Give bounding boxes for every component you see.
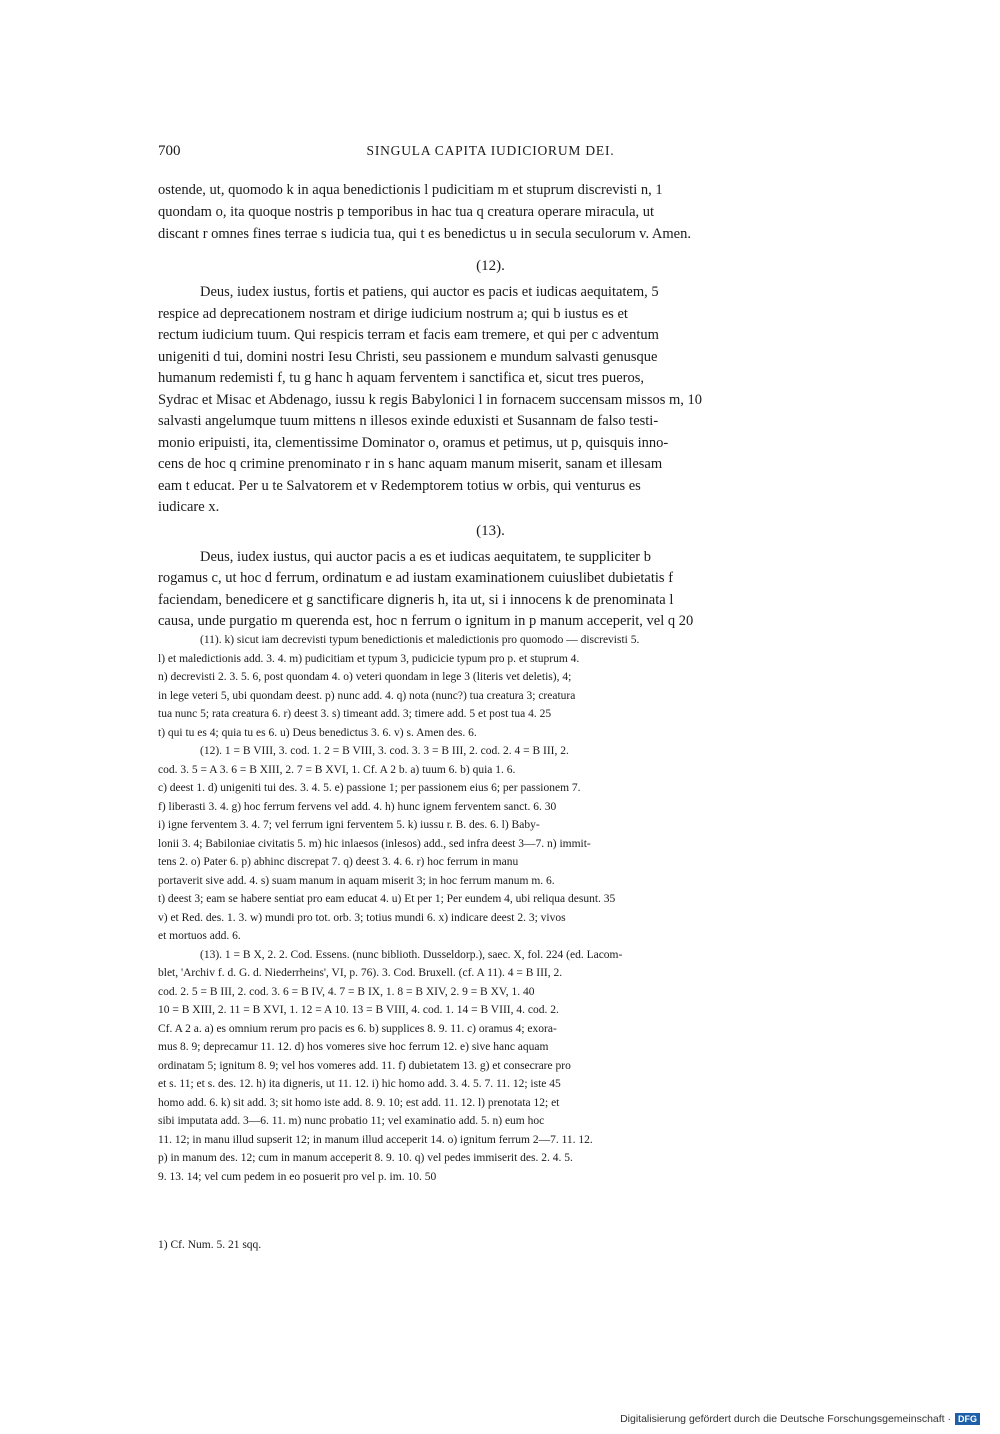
page-header [158,143,823,165]
footnote-line: in lege veteri 5, ubi quondam deest. p) nunc add. 4. q) nota (nunc?) tua creatura 3; creatura [158,689,576,702]
footnote-line: l) et maledictionis add. 3. 4. m) pudicitiam et typum 3, pudicicie typum pro p. et stuprum 4. [158,652,580,665]
text-line: Deus, iudex iustus, qui auctor pacis a es et iudicas aequitatem, te suppliciter b [200,548,651,565]
footnote-line: homo add. 6. k) sit add. 3; sit homo iste add. 8. 9. 10; est add. 11. 12. l) prenotata 12; et [158,1096,560,1109]
footnote-line: 11. 12; in manu illud supserit 12; in manum illud acceperit 14. o) ignitum ferrum 2—7. 11. 12. [158,1133,593,1146]
section-heading: (13). [476,522,505,539]
text-line: unigeniti d tui, domini nostri Iesu Christi, seu passionem e mundum salvasti genusque [158,348,658,365]
footnote-line: sibi imputata add. 3—6. 11. m) nunc probatio 11; vel examinatio add. 5. n) eum hoc [158,1115,545,1127]
footnote-line: mus 8. 9; deprecamur 11. 12. d) hos vomeres sive hoc ferrum 12. e) sive hanc aquam [158,1041,549,1053]
page-number: 700 [158,143,181,159]
text-line: rectum iudicium tuum. Qui respicis terram et facis eam tremere, et qui per c adventum [158,327,659,343]
footnote-line: f) liberasti 3. 4. g) hoc ferrum fervens vel add. 4. h) hunc ignem ferventem sanct. 6. 30 [158,800,557,813]
footnote-line: Cf. A 2 a. a) es omnium rerum pro pacis es 6. b) supplices 8. 9. 11. c) oramus 4; exora- [158,1022,557,1035]
text-line: iudicare x. [158,499,220,515]
footnote-line: v) et Red. des. 1. 3. w) mundi pro tot. orb. 3; totius mundi 6. x) indicare deest 2. 3; vivos [158,911,566,924]
footnote-line: tens 2. o) Pater 6. p) abhinc discrepat 7. q) deest 3. 4. 6. r) hoc ferrum in manu [158,856,519,868]
footnote-line: portaverit sive add. 4. s) suam manum in aquam miserit 3; in hoc ferrum manum m. 6. [158,874,555,887]
footnote-line: p) in manum des. 12; cum in manum acceperit 8. 9. 10. q) vel pedes immiserit des. 2. 4. 5. [158,1152,573,1164]
bottom-note: 1) Cf. Num. 5. 21 sqq. [158,1239,262,1251]
footnote-line: t) qui tu es 4; quia tu es 6. u) Deus benedictus 3. 6. v) s. Amen des. 6. [158,726,477,739]
text-line: respice ad deprecationem nostram et dirige iudicium nostrum a; qui b iustus es et [158,305,628,322]
text-line: Deus, iudex iustus, fortis et patiens, qui auctor es pacis et iudicas aequitatem, 5 [200,284,659,300]
text-line: discant r omnes fines terrae s iudicia tua, qui t es benedictus u in secula seculorum v. Amen. [158,226,691,242]
footnote-line: 9. 13. 14; vel cum pedem in eo posuerit pro vel p. im. 10. 50 [158,1170,437,1183]
text-line: rogamus c, ut hoc d ferrum, ordinatum e ad iustam examinationem cuiuslibet dubietatis f [158,570,674,586]
footer-text: Digitalisierung gefördert durch die Deutsche Forschungsgemeinschaft · [620,1413,951,1425]
text-line: eam t educat. Per u te Salvatorem et v Redemptorem totius w orbis, qui venturus es [158,477,641,494]
text-line: ostende, ut, quomodo k in aqua benedictionis l pudicitiam m et stuprum discrevisti n, 1 [158,182,663,198]
text-line: monio eripuisti, ita, clementissime Dominator o, oramus et petimus, ut p, quisquis inno- [158,434,669,451]
text-line: Sydrac et Misac et Abdenago, iussu k regis Babylonici l in fornacem succensam missos m, 10 [158,391,703,408]
footnote-line: et s. 11; et s. des. 12. h) ita digneris, ut 11. 12. i) hic homo add. 3. 4. 5. 7. 11. 12; iste 45 [158,1078,561,1090]
footnote-line: n) decrevisti 2. 3. 5. 6, post quondam 4. o) veteri quondam in lege 3 (literis vet deletis), 4; [158,671,572,683]
footnote-line: tua nunc 5; rata creatura 6. r) deest 3. s) timeant add. 3; timere add. 5 et post tua 4. 25 [158,708,552,720]
text-line: faciendam, benedicere et g sanctificare digneris h, ita ut, si i innocens k de prenominata l [158,591,674,608]
footer-credit [620,1413,980,1425]
footnote-line: (13). 1 = B X, 2. 2. Cod. Essens. (nunc biblioth. Dusseldorp.), saec. X, fol. 224 (ed. Lacom- [200,948,623,961]
footnote-line: (12). 1 = B VIII, 3. cod. 1. 2 = B VIII, 3. cod. 3. 3 = B III, 2. cod. 2. 4 = B III, 2. [200,745,569,757]
footnote-line: cod. 3. 5 = A 3. 6 = B XIII, 2. 7 = B XVI, 1. Cf. A 2 b. a) tuum 6. b) quia 1. 6. [158,763,516,776]
running-title: SINGULA CAPITA IUDICIORUM DEI. [366,143,615,158]
section-heading: (12). [476,258,505,274]
footnote-line: et mortuos add. 6. [158,930,241,942]
text-line: humanum redemisti f, tu g hanc h aquam ferventem i sanctifica et, sicut tres pueros, [158,370,644,386]
text-line: salvasti angelumque tuum mittens n illesos exinde eduxisti et Susannam de falso testi- [158,413,659,429]
dfg-logo: DFG [955,1413,980,1425]
footnote-line: t) deest 3; eam se habere sentiat pro eam educat 4. u) Et per 1; Per eundem 4, ubi reliqua desunt. 35 [158,893,616,905]
footnote-line: cod. 2. 5 = B III, 2. cod. 3. 6 = B IV, 4. 7 = B IX, 1. 8 = B XIV, 2. 9 = B XV, 1. 40 [158,985,535,998]
text-line: cens de hoc q crimine prenominato r in s hanc aquam manum miserit, sanam et illesam [158,456,663,472]
text-line: causa, unde purgatio m querenda est, hoc n ferrum o ignitum in p manum acceperit, vel q 20 [158,613,694,629]
footnote-line: i) igne ferventem 3. 4. 7; vel ferrum igni ferventem 5. k) iussu r. B. des. 6. l) Baby- [158,819,540,831]
footnote-line: c) deest 1. d) unigeniti tui des. 3. 4. 5. e) passione 1; per passionem eius 6; per passionem 7. [158,782,581,794]
footnote-line: (11). k) sicut iam decrevisti typum benedictionis et maledictionis pro quomodo — discrevisti 5. [200,634,640,646]
footnote-line: lonii 3. 4; Babiloniae civitatis 5. m) hic inlaesos (inlesos) add., sed infra deest 3—7. n) immit- [158,837,591,850]
text-line: quondam o, ita quoque nostris p temporibus in hac tua q creatura operare miracula, ut [158,204,655,220]
footnote-line: ordinatam 5; ignitum 8. 9; vel hos vomeres add. 11. f) dubietatem 13. g) et consecrare pro [158,1059,571,1072]
footnote-line: blet, 'Archiv f. d. G. d. Niederrheins', VI, p. 76). 3. Cod. Bruxell. (cf. A 11). 4 = B III, 2. [158,967,563,979]
footnote-line: 10 = B XIII, 2. 11 = B XVI, 1. 12 = A 10. 13 = B VIII, 4. cod. 1. 14 = B VIII, 4. cod. 2. [158,1004,559,1016]
